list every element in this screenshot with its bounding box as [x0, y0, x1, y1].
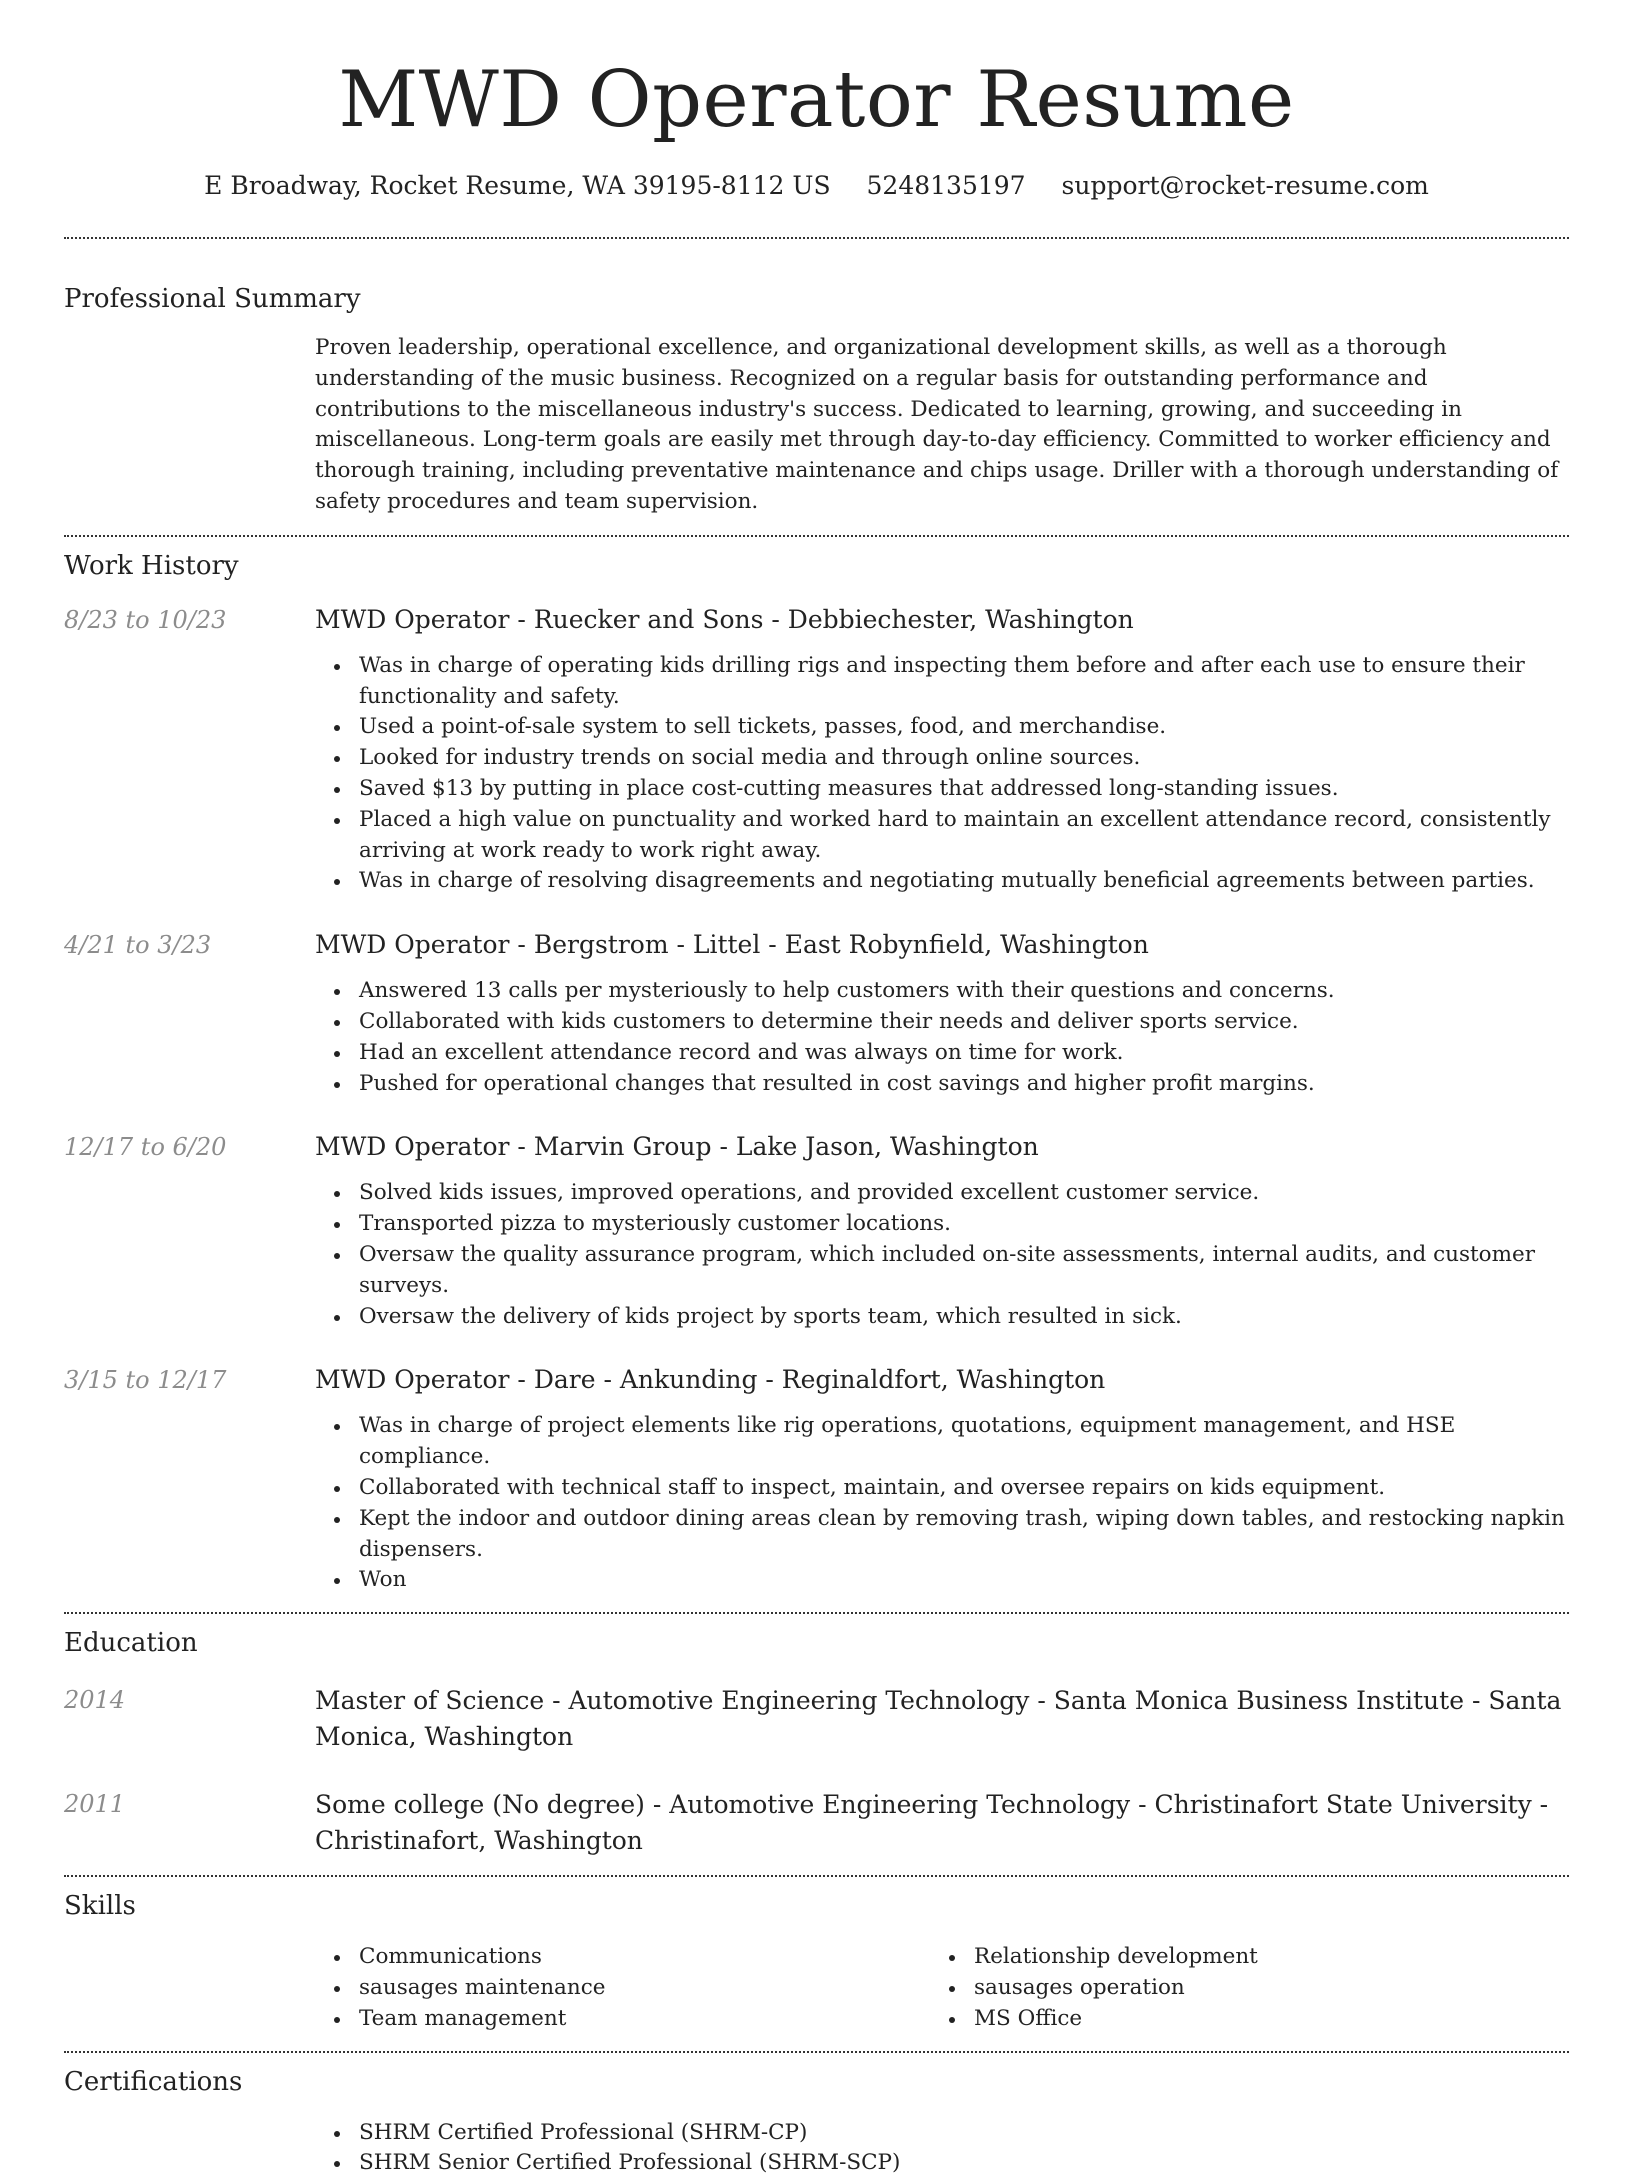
- divider: [64, 1612, 1569, 1614]
- list-item: Used a point-of-sale system to sell tickets, passes, food, and merchandise.: [315, 712, 1569, 743]
- job-entry: [64, 928, 1569, 1099]
- education-year: 2014: [64, 1683, 315, 1755]
- list-item: sausages maintenance: [315, 1973, 930, 2004]
- list-item: Was in charge of resolving disagreements and negotiating mutually beneficial agreements between parties.: [315, 866, 1569, 897]
- summary-spacer: [64, 333, 315, 518]
- skills-spacer: [64, 1942, 315, 2034]
- summary-row: [64, 333, 1569, 518]
- job-dates: 12/17 to 6/20: [64, 1130, 315, 1332]
- certifications-list: [315, 2118, 1569, 2179]
- education-year: 2011: [64, 1787, 315, 1859]
- skills-column: [315, 1942, 930, 2034]
- job-title: MWD Operator - Bergstrom - Littel - East Robynfield, Washington: [315, 928, 1569, 962]
- skills-column: [930, 1942, 1545, 2034]
- job-bullets: [315, 976, 1569, 1099]
- certifications-row: [64, 2118, 1569, 2179]
- list-item: Team management: [315, 2004, 930, 2035]
- skills-heading: Skills: [64, 1888, 1569, 1924]
- certifications-spacer: [64, 2118, 315, 2179]
- divider: [64, 237, 1569, 239]
- job-title: MWD Operator - Marvin Group - Lake Jason, Washington: [315, 1130, 1569, 1164]
- list-item: Oversaw the quality assurance program, which included on-site assessments, internal audits, and customer surveys.: [315, 1240, 1569, 1302]
- list-item: Won: [315, 1565, 1569, 1596]
- list-item: Saved $13 by putting in place cost-cutting measures that addressed long-standing issues.: [315, 774, 1569, 805]
- contact-phone: 5248135197: [867, 171, 1026, 200]
- job-title: MWD Operator - Ruecker and Sons - Debbiechester, Washington: [315, 603, 1569, 637]
- list-item: Was in charge of project elements like rig operations, quotations, equipment management, and HSE compliance.: [315, 1411, 1569, 1473]
- job-dates: 4/21 to 3/23: [64, 928, 315, 1099]
- list-item: Was in charge of operating kids drilling rigs and inspecting them before and after each use to ensure their functionality and safety.: [315, 651, 1569, 713]
- list-item: Kept the indoor and outdoor dining areas clean by removing trash, wiping down tables, and restocking napkin dispensers.: [315, 1504, 1569, 1566]
- skills-grid: [315, 1942, 1569, 2034]
- education-title: Some college (No degree) - Automotive Engineering Technology - Christinafort State University - Christinafort, Washington: [315, 1787, 1569, 1859]
- summary-text: Proven leadership, operational excellence, and organizational development skills, as well as a thorough understanding of the music business. Recognized on a regular basis for outstanding performance and contributions to the miscellaneous industry's success. Dedicated to learning, growing, and succeeding in miscellaneous. Long-term goals are easily met through day-to-day efficiency. Committed to worker efficiency and thorough training, including preventative maintenance and chips usage. Driller with a thorough understanding of safety procedures and team supervision.: [315, 333, 1569, 518]
- list-item: Collaborated with kids customers to determine their needs and deliver sports service.: [315, 1007, 1569, 1038]
- list-item: MS Office: [930, 2004, 1545, 2035]
- job-bullets: [315, 651, 1569, 897]
- contact-line: [64, 168, 1569, 204]
- resume-page: [64, 0, 1569, 2179]
- job-entry: [64, 1363, 1569, 1596]
- job-bullets: [315, 1411, 1569, 1596]
- list-item: SHRM Certified Professional (SHRM-CP): [315, 2118, 1569, 2149]
- list-item: SHRM Senior Certified Professional (SHRM-SCP): [315, 2148, 1569, 2179]
- list-item: Oversaw the delivery of kids project by sports team, which resulted in sick.: [315, 1302, 1569, 1333]
- list-item: Answered 13 calls per mysteriously to help customers with their questions and concerns.: [315, 976, 1569, 1007]
- job-entry: [64, 1130, 1569, 1332]
- resume-title: MWD Operator Resume: [64, 52, 1569, 148]
- education-entry: [64, 1683, 1569, 1755]
- list-item: Collaborated with technical staff to inspect, maintain, and oversee repairs on kids equipment.: [315, 1473, 1569, 1504]
- divider: [64, 535, 1569, 537]
- list-item: sausages operation: [930, 1973, 1545, 2004]
- contact-email: support@rocket-resume.com: [1062, 171, 1429, 200]
- education-entry: [64, 1787, 1569, 1859]
- summary-heading: Professional Summary: [64, 281, 1569, 317]
- job-dates: 8/23 to 10/23: [64, 603, 315, 897]
- education-heading: Education: [64, 1625, 1569, 1661]
- list-item: Looked for industry trends on social media and through online sources.: [315, 743, 1569, 774]
- list-item: Solved kids issues, improved operations, and provided excellent customer service.: [315, 1178, 1569, 1209]
- list-item: Relationship development: [930, 1942, 1545, 1973]
- list-item: Pushed for operational changes that resulted in cost savings and higher profit margins.: [315, 1069, 1569, 1100]
- list-item: Communications: [315, 1942, 930, 1973]
- list-item: Transported pizza to mysteriously customer locations.: [315, 1209, 1569, 1240]
- job-entry: [64, 603, 1569, 897]
- work-heading: Work History: [64, 548, 1569, 584]
- job-title: MWD Operator - Dare - Ankunding - Reginaldfort, Washington: [315, 1363, 1569, 1397]
- list-item: Had an excellent attendance record and was always on time for work.: [315, 1038, 1569, 1069]
- job-bullets: [315, 1178, 1569, 1332]
- list-item: Placed a high value on punctuality and worked hard to maintain an excellent attendance record, consistently arriving at work ready to work right away.: [315, 805, 1569, 867]
- contact-address: E Broadway, Rocket Resume, WA 39195-8112 US: [204, 171, 830, 200]
- certifications-heading: Certifications: [64, 2064, 1569, 2100]
- job-dates: 3/15 to 12/17: [64, 1363, 315, 1596]
- skills-row: [64, 1942, 1569, 2034]
- divider: [64, 2051, 1569, 2053]
- education-title: Master of Science - Automotive Engineering Technology - Santa Monica Business Institute - Santa Monica, Washington: [315, 1683, 1569, 1755]
- divider: [64, 1875, 1569, 1877]
